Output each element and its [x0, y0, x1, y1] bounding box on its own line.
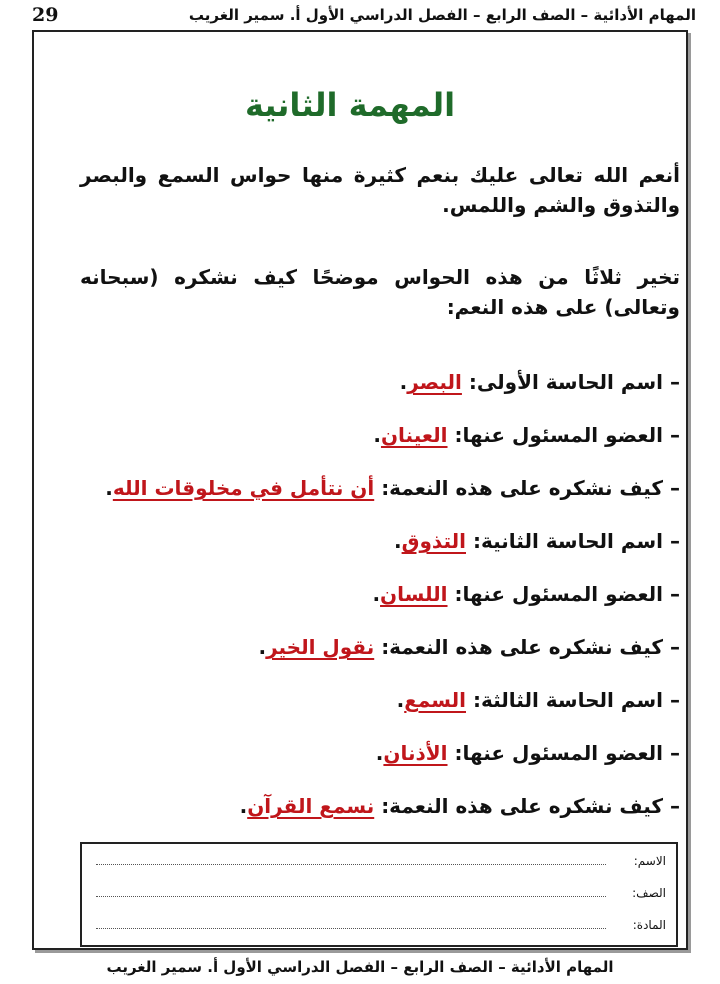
class-label: الصف: — [632, 886, 666, 900]
item-sense-3-thanks: – كيف نشكره على هذه النعمة: نسمع القرآن. — [239, 794, 680, 818]
item-answer: التذوق — [401, 529, 466, 553]
item-sense-3-organ: – العضو المسئول عنها: الأذنان. — [375, 741, 680, 765]
item-label: – كيف نشكره على هذه النعمة: — [381, 635, 680, 659]
item-label: – كيف نشكره على هذه النعمة: — [381, 476, 680, 500]
item-label: – كيف نشكره على هذه النعمة: — [381, 794, 680, 818]
item-sense-1-name: – اسم الحاسة الأولى: البصر. — [399, 370, 680, 394]
item-sense-3-name: – اسم الحاسة الثالثة: السمع. — [396, 688, 680, 712]
item-answer: نقول الخير — [266, 635, 375, 659]
page-number: 29 — [32, 4, 59, 26]
item-label: – اسم الحاسة الأولى: — [468, 370, 680, 394]
name-field[interactable] — [96, 854, 606, 865]
item-label: – العضو المسئول عنها: — [454, 582, 680, 606]
student-info-box — [80, 842, 678, 947]
item-sense-1-organ: – العضو المسئول عنها: العينان. — [373, 423, 680, 447]
task-title: المهمة الثانية — [244, 86, 456, 124]
item-sense-2-name: – اسم الحاسة الثانية: التذوق. — [393, 529, 680, 553]
item-sense-2-thanks: – كيف نشكره على هذه النعمة: نقول الخير. — [258, 635, 680, 659]
item-answer: اللسان — [380, 582, 448, 606]
item-answer: أن نتأمل في مخلوقات الله — [112, 476, 375, 500]
item-sense-2-organ: – العضو المسئول عنها: اللسان. — [372, 582, 680, 606]
name-label: الاسم: — [633, 854, 666, 868]
item-label: – اسم الحاسة الثالثة: — [472, 688, 680, 712]
page-footer: المهام الأدائية – الصف الرابع – الفصل الدراسي الأول أ. سمير الغريب — [106, 958, 614, 976]
header-text: المهام الأدائية – الصف الرابع – الفصل الدراسي الأول أ. سمير الغريب — [188, 6, 696, 24]
item-label: – اسم الحاسة الثانية: — [472, 529, 680, 553]
item-label: – العضو المسئول عنها: — [454, 741, 680, 765]
item-answer: نسمع القرآن — [247, 794, 375, 818]
intro-paragraph-2: تخير ثلاثًا من هذه الحواس موضحًا كيف نشكره (سبحانه وتعالى) على هذه النعم: — [80, 265, 680, 319]
item-answer: الأذنان — [383, 741, 448, 765]
subject-label: المادة: — [632, 918, 666, 932]
page-header — [32, 2, 696, 28]
item-label: – العضو المسئول عنها: — [454, 423, 680, 447]
item-answer: السمع — [404, 688, 466, 712]
item-sense-1-thanks: – كيف نشكره على هذه النعمة: أن نتأمل في مخلوقات الله. — [105, 476, 680, 500]
subject-field[interactable] — [96, 918, 606, 929]
item-answer: العينان — [380, 423, 448, 447]
subject-row — [96, 918, 666, 932]
item-answer: البصر — [407, 370, 462, 394]
intro-paragraph-1: أنعم الله تعالى عليك بنعم كثيرة منها حواس السمع والبصر والتذوق والشم واللمس. — [80, 163, 680, 217]
name-row — [96, 854, 666, 868]
class-field[interactable] — [96, 886, 606, 897]
class-row — [96, 886, 666, 900]
